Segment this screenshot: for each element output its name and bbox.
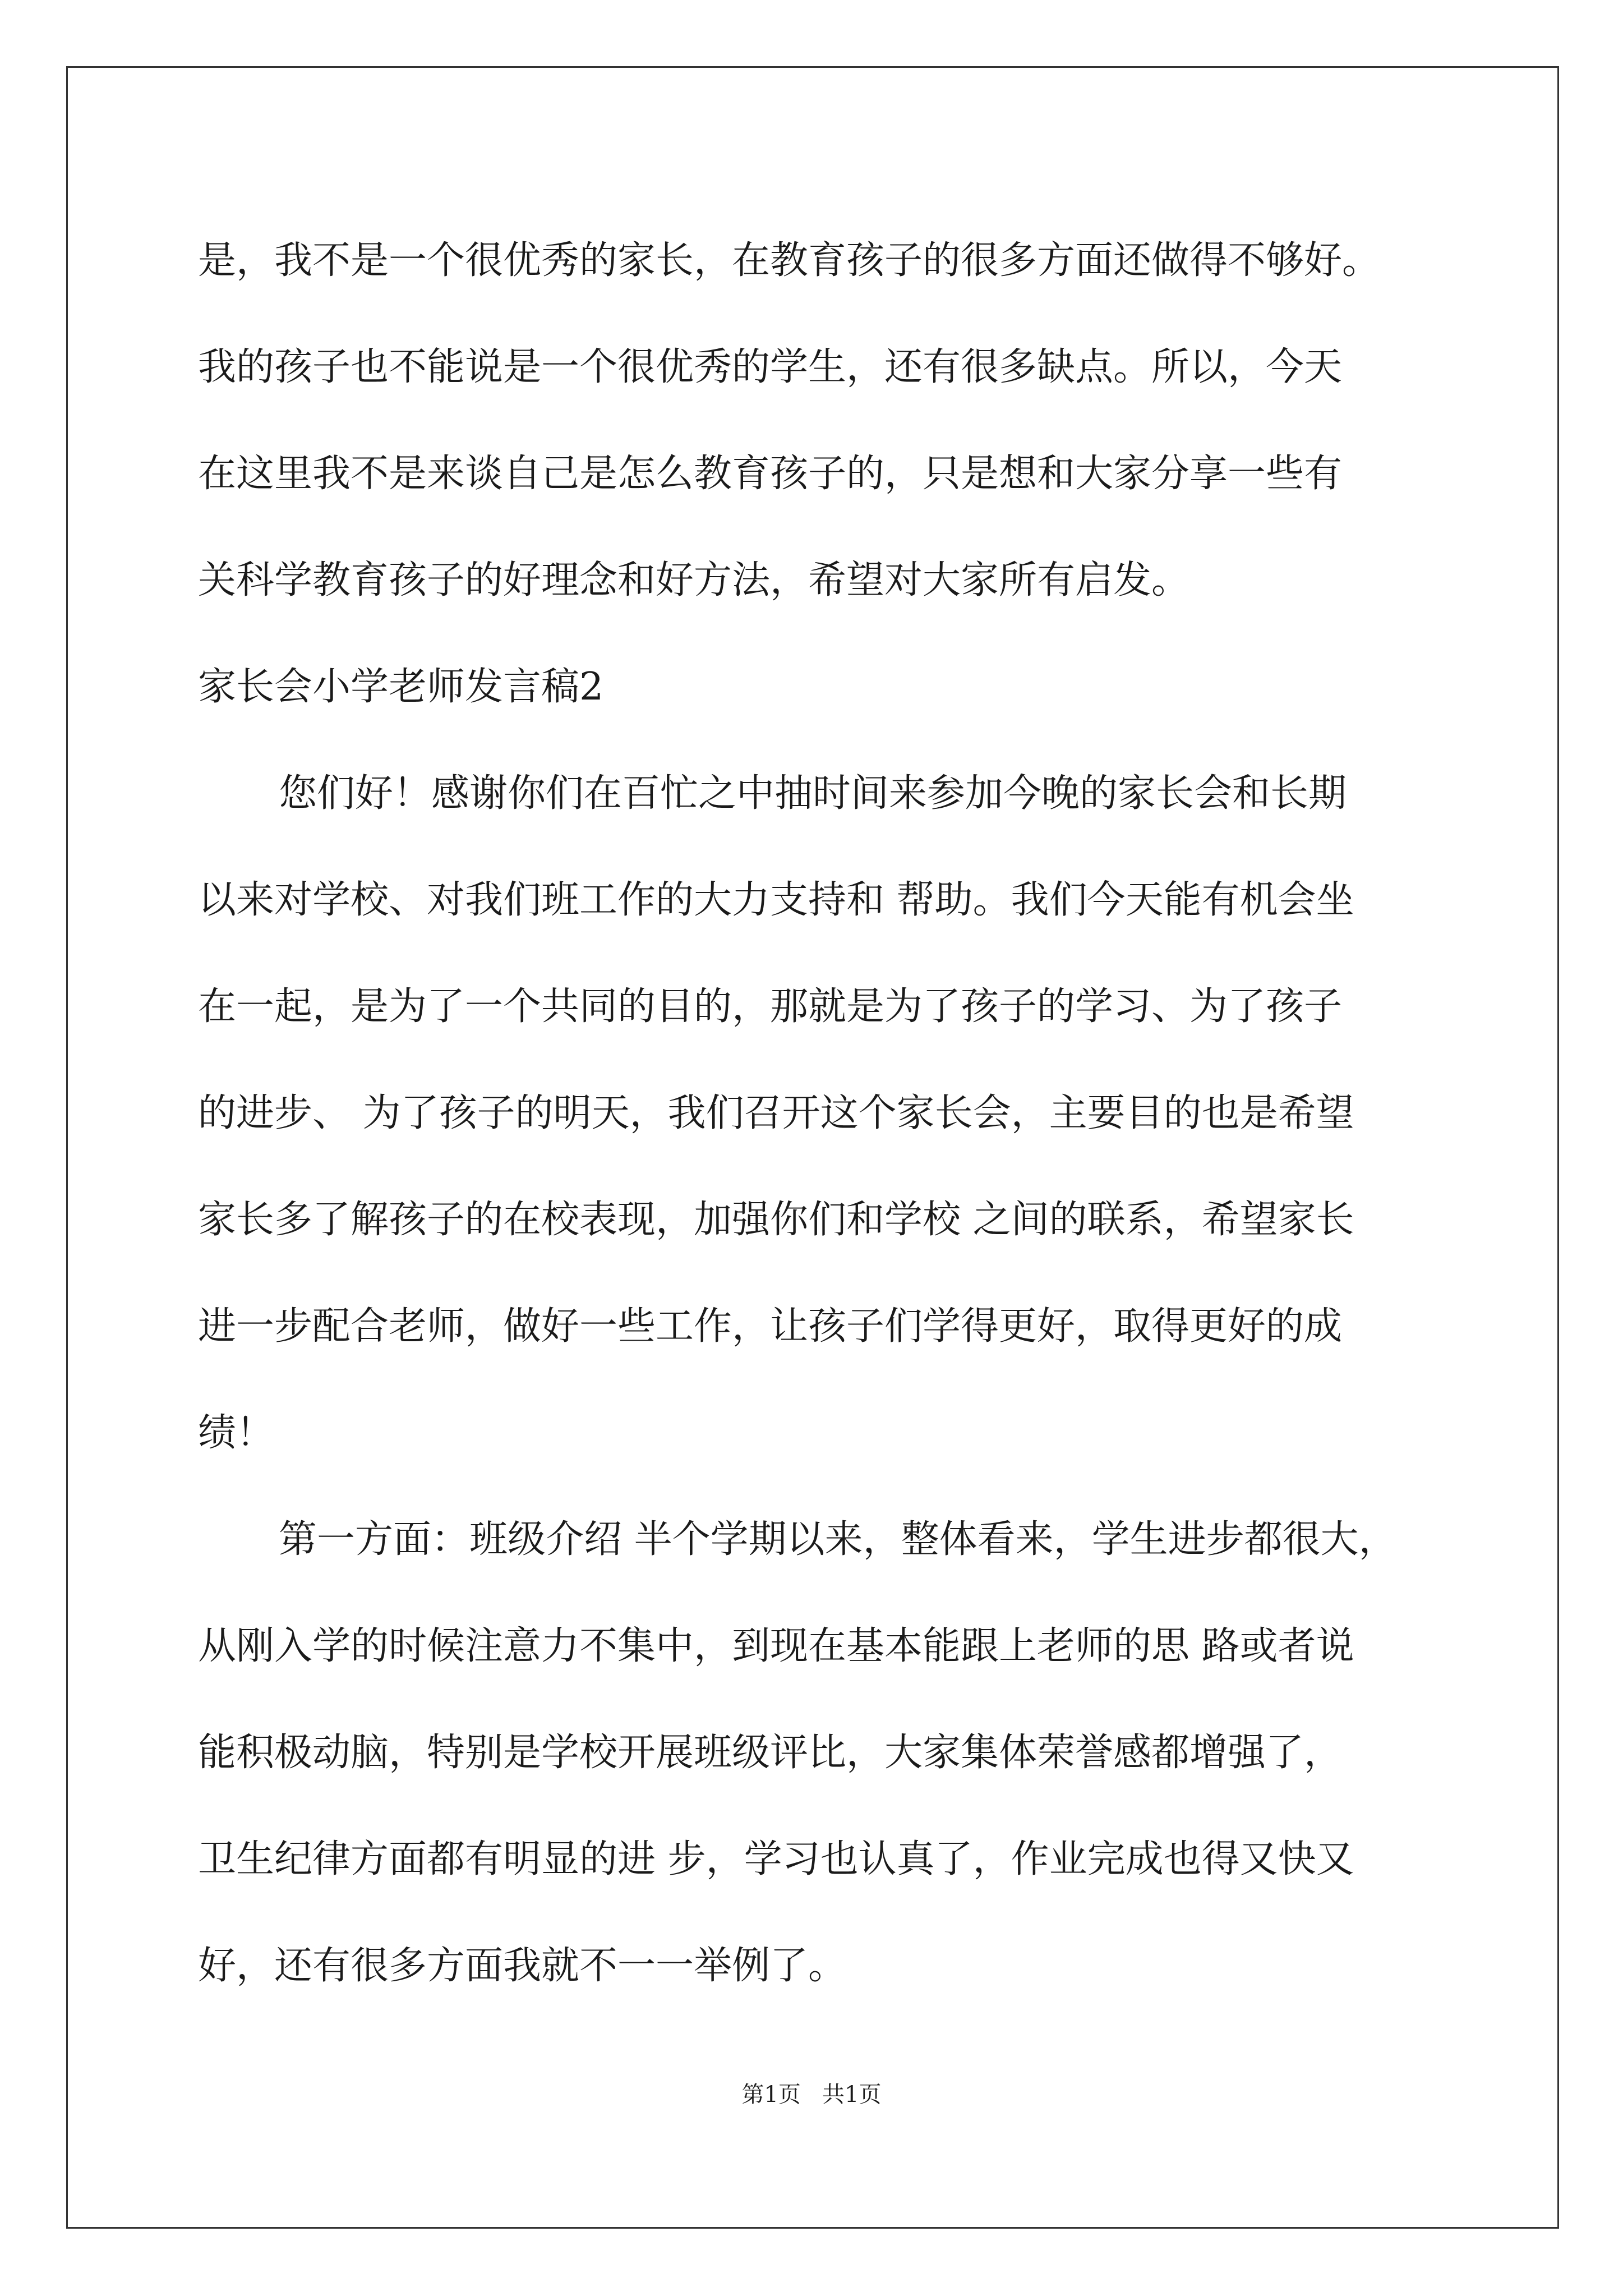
text-line: 第一方面：班级介绍 半个学期以来，整体看来，学生进步都很大，	[279, 1517, 1397, 1562]
text-line: 能积极动脑，特别是学校开展班级评比，大家集体荣誉感都增强了，	[198, 1731, 1343, 1775]
text-line: 我的孩子也不能说是一个很优秀的学生，还有很多缺点。所以，今天	[198, 345, 1343, 389]
text-line: 关科学教育孩子的好理念和好方法，希望对大家所有启发。	[198, 558, 1190, 602]
text-line: 您们好！感谢你们在百忙之中抽时间来参加今晚的家长会和长期	[279, 771, 1347, 816]
text-line: 绩！	[198, 1411, 275, 1455]
text-line: 家长多了解孩子的在校表现，加强你们和学校 之间的联系，希望家长	[198, 1198, 1354, 1242]
text-line: 在一起，是为了一个共同的目的，那就是为了孩子的学习、为了孩子	[198, 984, 1343, 1029]
text-line: 进一步配合老师，做好一些工作，让孩子们学得更好，取得更好的成	[198, 1304, 1343, 1349]
section-title: 家长会小学老师发言稿2	[198, 665, 604, 709]
document-body	[198, 208, 1432, 2019]
text-line: 的进步、 为了孩子的明天，我们召开这个家长会，主要目的也是希望	[198, 1091, 1354, 1135]
page-footer: 第1页 共1页	[741, 2082, 882, 2108]
text-line: 从刚入学的时候注意力不集中，到现在基本能跟上老师的思 路或者说	[198, 1624, 1354, 1668]
text-line: 是，我不是一个很优秀的家长，在教育孩子的很多方面还做得不够好。	[198, 238, 1381, 283]
text-line: 在这里我不是来谈自己是怎么教育孩子的，只是想和大家分享一些有	[198, 452, 1343, 496]
text-line: 以来对学校、对我们班工作的大力支持和 帮助。我们今天能有机会坐	[198, 878, 1354, 922]
text-line: 好，还有很多方面我就不一一举例了。	[198, 1944, 847, 1988]
text-line: 卫生纪律方面都有明显的进 步，学习也认真了，作业完成也得又快又	[198, 1837, 1354, 1881]
